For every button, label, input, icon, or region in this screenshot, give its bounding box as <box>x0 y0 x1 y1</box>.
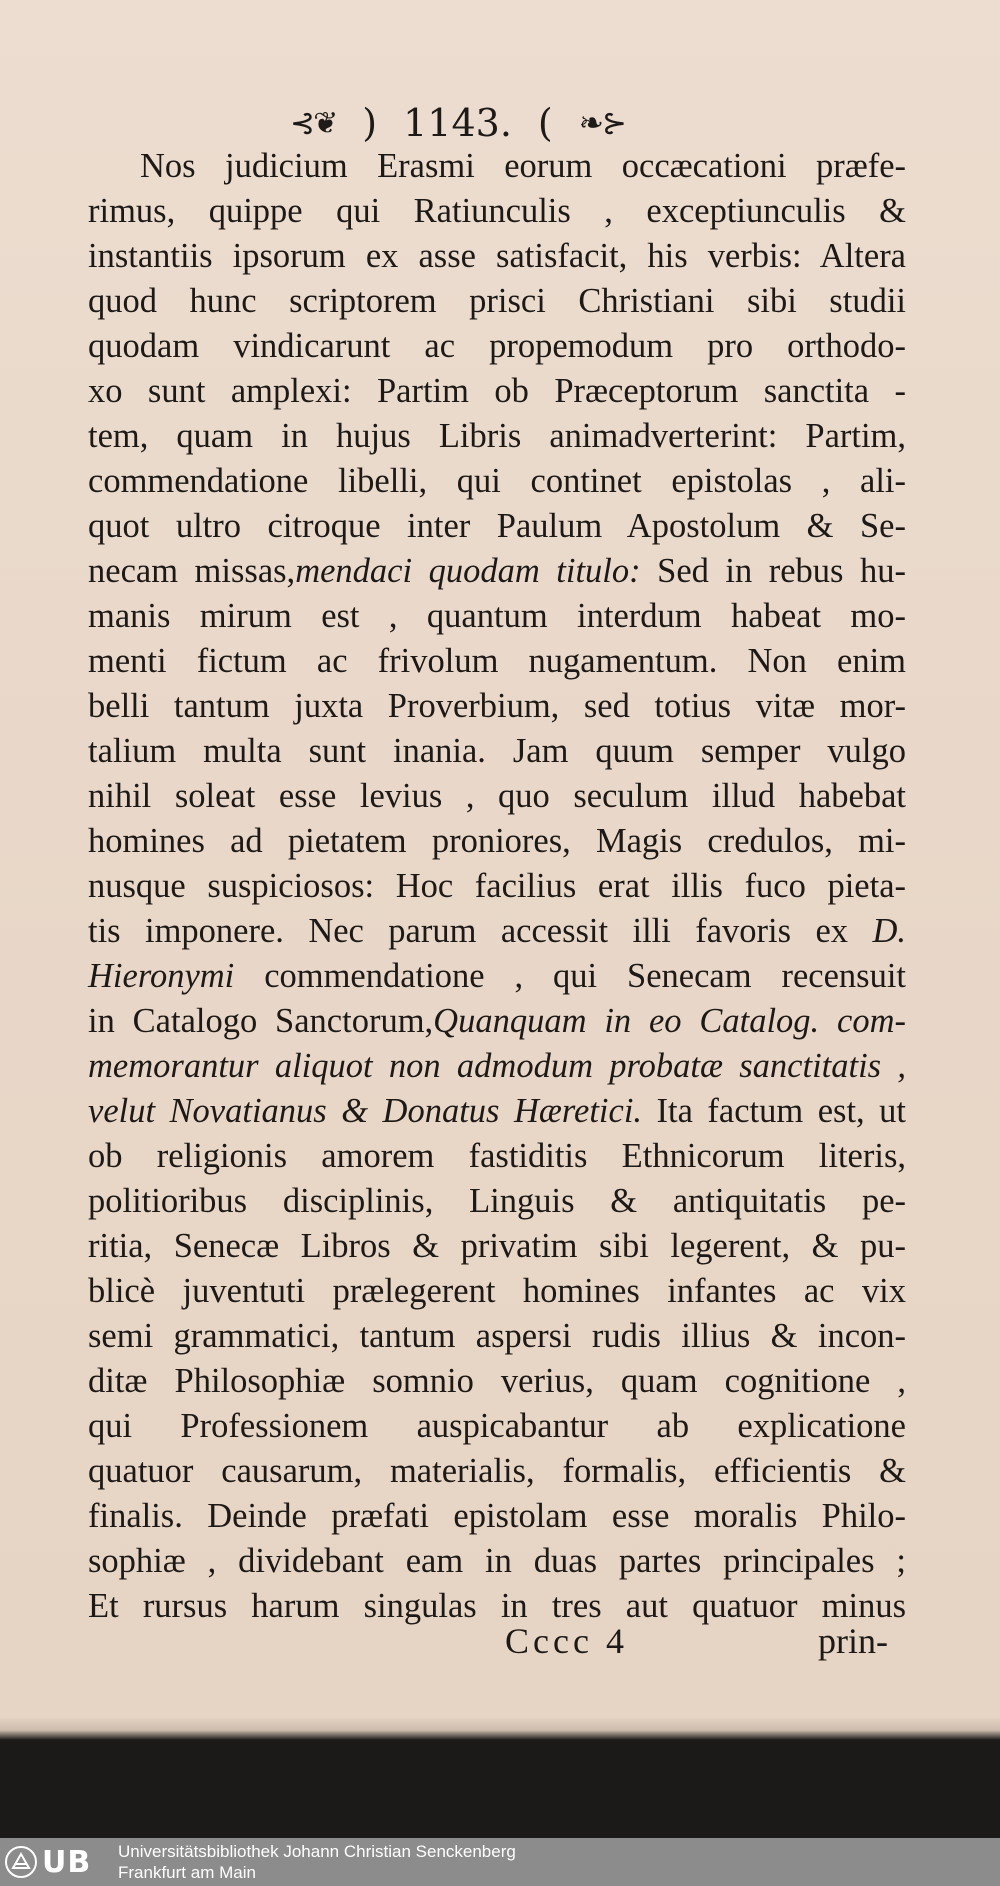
text-line-roman: tis imponere. Nec parum accessit illi favoris ex <box>88 912 849 950</box>
library-logo-text: UB <box>42 1844 92 1880</box>
text-line <box>88 144 906 189</box>
text-line <box>88 549 906 594</box>
text-line <box>88 369 906 414</box>
text-line-roman: nusque suspiciosos: Hoc facilius erat illis fuco pieta- <box>88 867 906 905</box>
text-line-roman: quod hunc scriptorem prisci Christiani sibi studii <box>88 282 906 320</box>
catchword: prin- <box>818 1621 888 1661</box>
text-line-roman: talium multa sunt inania. Jam quum semper vulgo <box>88 732 906 770</box>
text-line-roman: ditæ Philosophiæ somnio verius, quam cognitione , <box>88 1362 906 1400</box>
signature-mark: Cccc 4 <box>505 1621 628 1661</box>
library-emblem-icon <box>4 1845 38 1879</box>
text-line <box>88 684 906 729</box>
library-logo[interactable] <box>0 1838 118 1886</box>
text-line <box>88 954 906 999</box>
text-line-roman: quatuor causarum, materialis, formalis, efficientis & <box>88 1452 906 1490</box>
text-line-roman: commendatione libelli, qui continet epistolas , ali- <box>88 462 906 500</box>
text-line <box>88 1044 906 1089</box>
header-paren-left: ) <box>362 101 378 145</box>
text-line <box>88 639 906 684</box>
ornament-right: ❧⊱ <box>578 105 626 141</box>
text-line <box>88 774 906 819</box>
text-line <box>88 909 906 954</box>
text-line-roman: blicè juventuti prælegerent homines infantes ac vix <box>88 1272 906 1310</box>
library-bar <box>0 1838 1000 1886</box>
text-line-roman: in Catalogo Sanctorum, <box>88 1002 434 1040</box>
text-line <box>88 819 906 864</box>
text-line-italic: velut Novatianus & Donatus Hæretici. <box>88 1092 643 1130</box>
text-line <box>88 234 906 279</box>
text-line <box>88 324 906 369</box>
text-line-roman: quot ultro citroque inter Paulum Apostolum & Se- <box>88 507 906 545</box>
text-line-roman: instantiis ipsorum ex asse satisfacit, his verbis: Altera <box>88 237 906 275</box>
text-line-italic: mendaci quodam titulo: <box>295 552 641 590</box>
text-line-roman: tem, quam in hujus Libris animadverterint: Partim, <box>88 417 906 455</box>
text-line <box>88 1314 906 1359</box>
text-line <box>88 1134 906 1179</box>
text-line-roman: ritia, Senecæ Libros & privatim sibi legerent, & pu- <box>88 1227 906 1265</box>
text-line-roman: rimus, quippe qui Ratiunculis , exceptiunculis & <box>88 192 906 230</box>
text-line-roman: sophiæ , dividebant eam in duas partes principales ; <box>88 1542 906 1580</box>
text-line-italic: memorantur aliquot non admodum probatæ sanctitatis , <box>88 1047 906 1085</box>
text-line <box>88 504 906 549</box>
page-footer <box>0 1620 1000 1670</box>
ornament-left: ⊰❦ <box>290 105 337 141</box>
text-line <box>88 1359 906 1404</box>
text-line-roman: Nos judicium Erasmi eorum occæcationi præfe- <box>140 147 906 185</box>
text-line <box>88 414 906 459</box>
text-line <box>88 1179 906 1224</box>
text-line-roman-rest: commendatione , qui Senecam recensuit <box>234 957 906 995</box>
text-line-roman: qui Professionem auspicabantur ab explicatione <box>88 1407 906 1445</box>
page-edge <box>0 1718 1000 1740</box>
running-header <box>290 96 710 150</box>
header-paren-right: ( <box>537 101 553 145</box>
text-line-roman: xo sunt amplexi: Partim ob Præceptorum sanctita - <box>88 372 906 410</box>
text-line <box>88 999 906 1044</box>
text-line <box>88 1269 906 1314</box>
text-line-roman: ob religionis amorem fastiditis Ethnicorum literis, <box>88 1137 906 1175</box>
text-line <box>88 1539 906 1584</box>
text-line-roman: Et rursus harum singulas in tres aut quatuor minus <box>88 1587 906 1625</box>
text-line <box>88 189 906 234</box>
text-line <box>88 1089 906 1134</box>
page-number: 1143. <box>403 101 512 145</box>
text-line <box>88 864 906 909</box>
text-line <box>88 459 906 504</box>
text-line-roman-rest: Ita factum est, ut <box>642 1092 906 1130</box>
body-text <box>88 144 906 1629</box>
text-line <box>88 1494 906 1539</box>
text-line-roman: politioribus disciplinis, Linguis & antiquitatis pe- <box>88 1182 906 1220</box>
text-line-roman: belli tantum juxta Proverbium, sed totius vitæ mor- <box>88 687 906 725</box>
text-line-roman-rest: Sed in rebus hu- <box>640 552 906 590</box>
text-line-roman: manis mirum est , quantum interdum habeat mo- <box>88 597 906 635</box>
text-line <box>88 1449 906 1494</box>
text-line-roman: necam missas, <box>88 552 296 590</box>
text-line-roman: quodam vindicarunt ac propemodum pro orthodo- <box>88 327 906 365</box>
text-line-italic: Hieronymi <box>88 957 235 995</box>
text-line <box>88 279 906 324</box>
text-line-roman: finalis. Deinde præfati epistolam esse moralis Philo- <box>88 1497 906 1535</box>
text-line <box>88 594 906 639</box>
text-line <box>88 1224 906 1269</box>
text-line <box>88 729 906 774</box>
text-line-roman: nihil soleat esse levius , quo seculum illud habebat <box>88 777 906 815</box>
text-line-roman: semi grammatici, tantum aspersi rudis illius & incon- <box>88 1317 906 1355</box>
library-name <box>118 1841 516 1883</box>
library-name-line2: Frankfurt am Main <box>118 1863 256 1882</box>
text-line-italic: Quanquam in eo Catalog. com- <box>433 1002 906 1040</box>
library-name-line1: Universitätsbibliothek Johann Christian Senckenberg <box>118 1842 516 1861</box>
text-line <box>88 1404 906 1449</box>
text-line-roman: homines ad pietatem proniores, Magis credulos, mi- <box>88 822 906 860</box>
text-line-italic: D. <box>848 912 906 950</box>
text-line-roman: menti fictum ac frivolum nugamentum. Non enim <box>88 642 906 680</box>
